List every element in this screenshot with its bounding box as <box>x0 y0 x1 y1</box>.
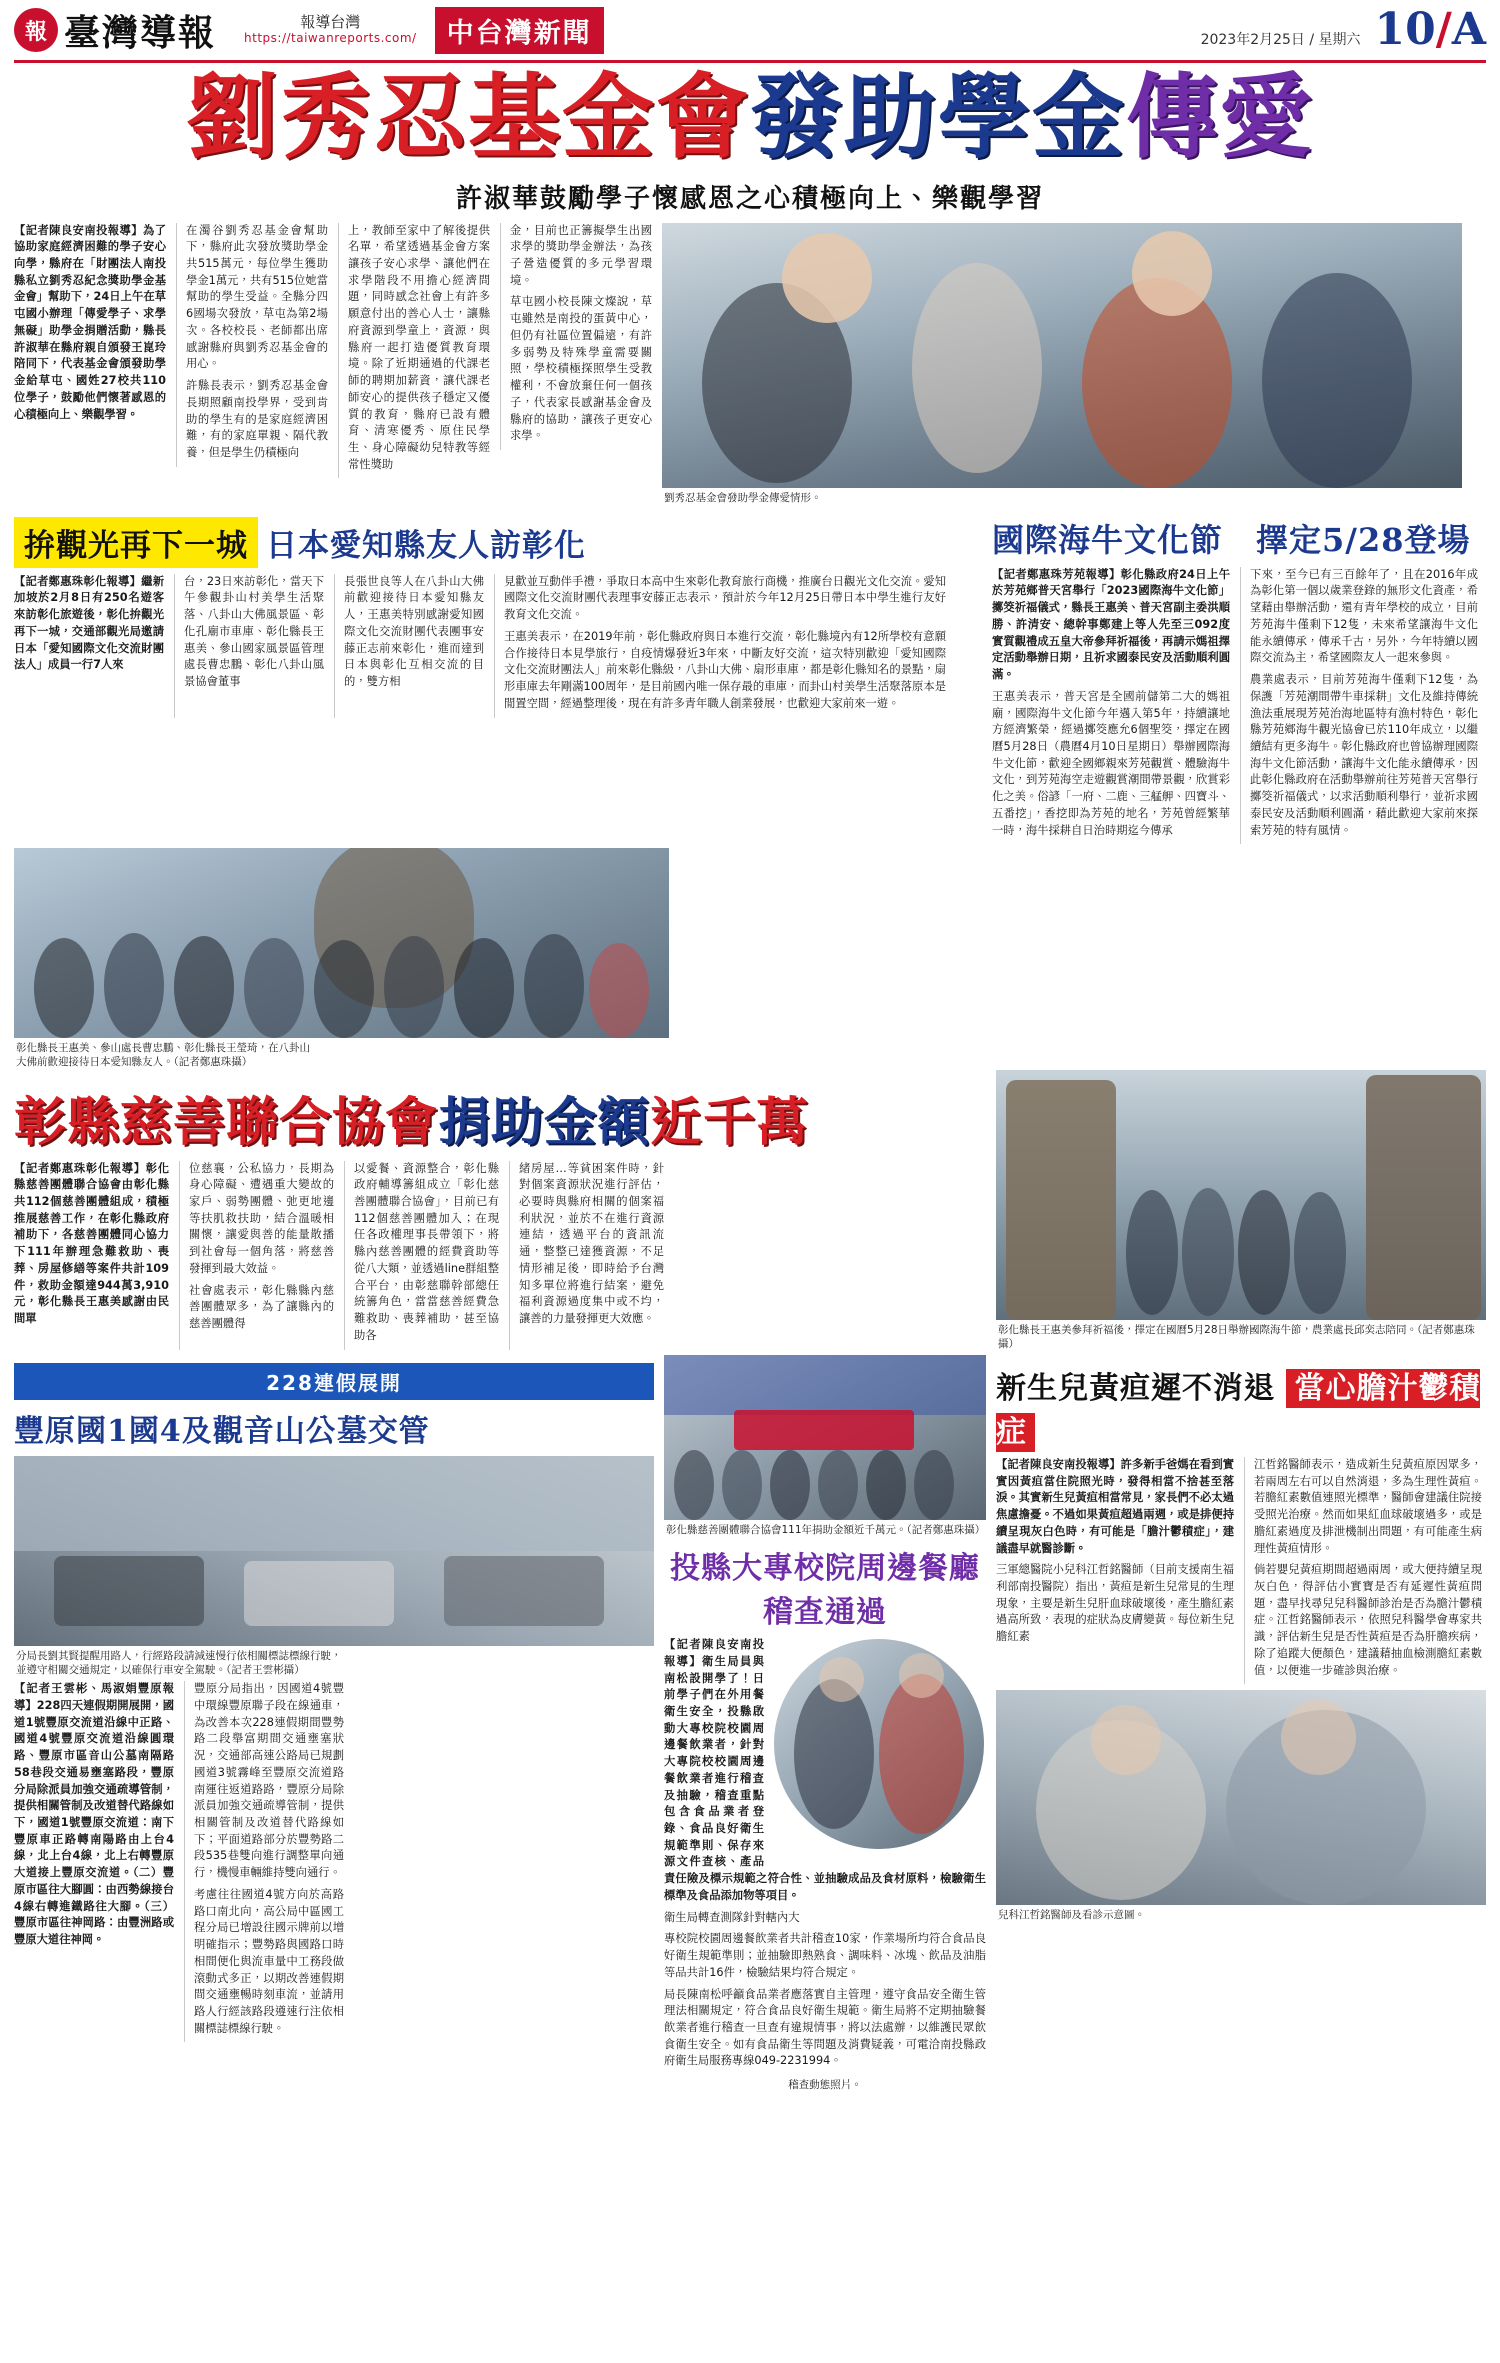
story7-photo <box>996 1690 1486 1905</box>
lead-col-3 <box>338 223 490 479</box>
story5-col-2 <box>184 1681 344 2042</box>
story2-col-2 <box>174 574 324 718</box>
story7-para-1: 【記者陳良安南投報導】許多新手爸媽在看到實實因黃疸當住院照光時，發得相當不捨甚至落淚。其實新生兒黃疸相當常見，家長們不必太過焦慮擔憂。不過如果黃疸超過兩週，或是排便持續呈現灰白色時，有可能是「膽汁鬱積症」，建議盡早就醫診斷。 <box>996 1457 1234 1555</box>
story2-para-3: 長張世良等人在八卦山大佛前歡迎接待日本愛知縣友人，王惠美特別感謝愛知國際文化交流財團代表團事安藤正志前來彰化，進而達到日本與彰化互相交流的目的，雙方相 <box>344 574 484 689</box>
story2-headline-rest: 日本愛知縣友人訪彰化 <box>266 527 586 564</box>
story7-col-2 <box>1244 1457 1482 1684</box>
story4-photo <box>664 1355 986 1520</box>
story3-columns <box>992 567 1482 845</box>
band-4 <box>14 1355 1486 2092</box>
headline-part-1: 劉秀忍基金會 <box>185 63 750 171</box>
story3-photo-caption: 彰化縣長王惠美參拜祈福後，擇定在國曆5月28日舉辦國際海牛節，農業處長邱奕志陪同。（記者鄭惠珠攝） <box>998 1323 1475 1350</box>
story3-headline: 國際海牛文化節 擇定5/28登場 <box>992 520 1471 559</box>
story2-photo <box>14 848 669 1038</box>
story3-para-4: 農業處表示，目前芳苑海牛僅剩下12隻，為保護「芳苑潮間帶牛車採耕」文化及維持傳統漁法重展現芳苑治海地區特有漁村特色，彰化縣芳苑鄉海牛觀光協會已於110年成立，以繼續結有更多海牛。彰化縣政府也曾協辦理國際海牛文化節活動，讓海牛文化能永續傳承，因此彰化縣政府在活動舉辦前往芳苑普天宮舉行擲筊祈福儀式，以求活動順利舉行，並祈求國泰民安及活動順利圓滿，藉此歡迎大家前來探索芳苑的特有風情。 <box>1250 673 1478 837</box>
story7-headline-red: 當心膽汁鬱積症 <box>996 1370 1481 1450</box>
band-2-photos <box>14 848 1486 1069</box>
story3-col-1 <box>992 567 1230 845</box>
story3-para-2: 王惠美表示，普天宮是全國前儲第二大的媽祖廟，國際海牛文化節今年邁入第5年，持續讓地方經濟繁榮，經過擲筊應允6個聖筊，擇定在國曆5月28日（農曆4月10日星期日）舉辦國際海牛文化節，歡迎全國鄉親來芳苑觀賞、體驗海牛文化，到芳苑海空走遊觀賞潮間帶景觀，欣賞彩化之美。俗諺「一府、二鹿、三艋舺、四寶斗、五番挖」，香挖即為芳苑的地名，芳苑曾經繁華一時，海牛採耕自日治時期迄今傳承 <box>992 689 1230 837</box>
story7-headline-black: 新生兒黃疸遲不消退 <box>996 1370 1275 1406</box>
story6-para-3: 專校院校園周邊餐飲業者共計稽查10家，作業場所均符合食品良好衛生規範準則；並抽驗即熱熟食、調味料、冰塊、飲品及油脂等品共計16件，檢驗結果均符合規定。 <box>664 1932 986 1979</box>
paper-name: 臺灣導報 <box>64 11 217 54</box>
masthead-url[interactable]: https://taiwanreports.com/ <box>244 30 417 45</box>
masthead-center <box>244 14 417 45</box>
lead-col-1 <box>14 223 166 429</box>
story3-photo-block <box>996 1070 1486 1351</box>
logo-icon: 報 <box>14 8 58 52</box>
headline-part-3: 傳愛 <box>1126 63 1315 171</box>
lead-para-5: 金，目前也正籌擬學生出國求學的獎助學金辦法，為孩子營造優質的多元學習環境。 <box>510 223 652 287</box>
story4-col-3 <box>344 1161 499 1350</box>
masthead-right <box>1200 4 1486 55</box>
story6-para-2: 衛生局轉查測隊針對轄內大 <box>664 1910 800 1924</box>
story6-body <box>664 1637 986 2092</box>
story5-headline: 豐原國1國4及觀音山公墓交管 <box>14 1413 430 1449</box>
page-number-value: 10 <box>1374 4 1436 55</box>
story7-para-4: 倘若嬰兒黃疸期間超過兩周，或大便持續呈現灰白色，得評估小實寶是否有延遲性黃疸問題，盡早找尋兒兒科醫師診治是否為膽汁鬱積症。江哲銘醫師表示，依照兒科醫學會專家共識，評估新生兒是否性黃疸是否為肝膽疾病，除了追蹤大便顏色，建議藉抽血檢測膽紅素數值，以便進一步確診與治療。 <box>1254 1563 1482 1677</box>
story4-para-5: 緒房屋…等貧困案件時，針對個案資源狀況進行評估，必要時與縣府相關的個案福利狀況，並於不在進行資源連結，透過平台的資訊流通，整整已達獲資源，不足情形補足後，即時給予台灣知多單位將進行結案，避免福利資源過度集中或不均，讓善的力量發揮更大效應。 <box>519 1161 664 1326</box>
story4-headline-c: 近千萬 <box>650 1091 810 1153</box>
lead-story <box>14 223 1486 505</box>
band-3 <box>14 1070 1486 1351</box>
lead-col-4 <box>500 223 652 450</box>
story5-tag: 228連假展開 <box>14 1363 654 1400</box>
story5-col-1 <box>14 1681 174 2042</box>
masthead <box>14 0 1486 63</box>
story3-col-2 <box>1240 567 1478 845</box>
band-2 <box>14 509 1486 845</box>
story4-columns <box>14 1161 669 1350</box>
story2-photo-caption: 彰化縣長王惠美、參山處長曹忠鵬、彰化縣長王瑩琦，在八卦山大佛前歡迎接待日本愛知縣友人。（記者鄭惠珠攝） <box>16 1042 310 1069</box>
masthead-slogan: 報導台灣 <box>300 13 361 32</box>
story2-para-2: 台，23日來訪彰化，當天下午參觀卦山村美學生活聚落、八卦山大佛風景區、彰化孔廟市車庫、彰化縣長王惠美、參山國家風景區管理處長曹忠鵬、彰化八卦山風景協會董事 <box>184 574 324 689</box>
story4-block <box>14 1070 810 1350</box>
story2-col-4 <box>494 574 946 718</box>
story2-headline-highlight: 拚觀光再下一城 <box>14 517 258 568</box>
story3-para-1: 【記者鄭惠珠芳苑報導】彰化縣政府24日上午於芳苑鄉普天宮舉行「2023國際海牛文化節」擲筊祈福儀式，縣長王惠美、普天宮副主委洪順勝、許清安、總幹事鄭建上等人先至三092度實質觀禮成五皇大帝參拜祈福後，再請示媽祖擇定活動舉辦日期，且祈求國泰民安及活動順利圓滿。 <box>992 567 1230 682</box>
main-headline <box>14 63 1486 171</box>
story5-photo-caption: 分局長劉其賢提醒用路人，行經路段請減速慢行依相關標誌標線行駛，並遵守相關交通規定，以確保行車安全駕駛。（記者王雲彬攝） <box>16 1649 342 1677</box>
story6-headline: 投縣大專校院周邊餐廳稽查通過 <box>670 1551 980 1631</box>
main-subheadline: 許淑華鼓勵學子懷感恩之心積極向上、樂觀學習 <box>455 183 1044 214</box>
lead-col-2 <box>176 223 328 467</box>
page-edition: A <box>1451 4 1486 55</box>
story7-para-3: 江哲銘醫師表示，造成新生兒黃疸原因眾多，若兩周左右可以自然消退，多為生理性黃疸。若膽紅素數值連照光標準，醫師會建議住院接受照光治療。然而如果紅血球破壞過多，或是膽紅素過度及排泄機制出問題，有可能產生病理性黃疸情形。 <box>1254 1457 1482 1555</box>
story2-para-1: 【記者鄭惠珠彰化報導】繼新加坡於2月8日有250名遊客來訪彰化旅遊後，彰化拚觀光再下一城，交通部觀光局邀請日本「愛知國際文化交流財團法人」成員一行7人來 <box>14 574 164 672</box>
story3-photo <box>996 1070 1486 1320</box>
story2-block <box>14 509 982 718</box>
story5-columns <box>14 1681 654 2042</box>
story2-para-5: 王惠美表示，在2019年前，彰化縣政府與日本進行交流，彰化縣境內有12所學校有意願合作接待日本見學旅行，自疫情爆發近3年來，中斷友好交流，這次特別歡迎「愛知國際文化交流財團法人」前來彰化縣級，八卦山大佛、扇形車庫，都是彰化縣知名的景點，扇形車庫去年剛滿100周年，是目前國內唯一保存最的車庫，而卦山村美學生活聚落原本是閒置空間，經過整理後，現在有許多青年職人創業發展，也歡迎大家前來一遊。 <box>504 629 946 710</box>
lead-para-3: 許縣長表示，劉秀忍基金會長期照顧南投學界，受到肯助的學生有的是家庭經濟困難，有的家庭單親、隔代教養，但是學生仍積極向 <box>186 379 328 459</box>
story2-photo-block <box>14 848 982 1069</box>
story3-para-3: 下來，至今已有三百餘年了，且在2016年成為彰化第一個以歲業登錄的無形文化資產，希望藉由舉辦活動，還有青年學校的成立，目前芳苑海牛僅剩下12隻，未來希望讓海牛文化能永續傳承，傳承千古，另外，今年特續以國際交流為主，希望國際友人一起來參與。 <box>1250 567 1478 665</box>
headline-part-2: 發助學金 <box>749 63 1126 171</box>
lead-para-1: 【記者陳良安南投報導】為了協助家庭經濟困難的學子安心向學，縣府在「財團法人南投縣私立劉秀忍紀念獎助學金基金會」幫助下，24日上午在草屯國小辦理「傳愛學子、求學無礙」助學金捐贈活動，縣長許淑華在縣府親自頒發王崑玲陪同下，代表基金會頒發助學金給草屯、國姓27校共110位學子，鼓勵他們懷著感恩的心積極向上、樂觀學習。 <box>14 223 166 421</box>
story5-para-1: 【記者王雲彬、馬淑娟豐原報導】228四天連假期開展開，國道1號豐原交流道沿線中正路、國道4號豐原交流道沿線圓環路、豐原市區音山公墓南隔路58巷段交通易壅塞路段，豐原分局除派員加強交通疏導管制，提供相關管制及改道替代路線如下，國道1號豐原交流道：南下豐原車正路轉南陽路由上台4線，北上台4線，北上右轉豐原大道接上豐原交流道。（二）豐原市區往大腳圓：由西勢線接台4線右轉進鐵路往大腳。（三）豐原市區往神岡路：由豐洲路或豐原大道往神岡。 <box>14 1682 174 1947</box>
story2-col-1 <box>14 574 164 718</box>
story7-para-2: 三軍總醫院小兒科江哲銘醫師（目前支援南生福利部南投醫院）指出，黃疸是新生兒常見的生理現象，主要是新生兒肝血球破壞後，產生膽紅素過高所致，表現的症狀為皮膚變黃。每位新生兒膽紅素 <box>996 1563 1234 1644</box>
story2-col-3 <box>334 574 484 718</box>
lead-photo-caption: 劉秀忍基金會發助學金傳愛情形。 <box>664 491 822 504</box>
page-number: 10/A <box>1374 4 1486 55</box>
story4-photo-wrap <box>664 1355 986 2092</box>
story7-col-1 <box>996 1457 1234 1684</box>
lead-para-4: 上，教師至家中了解後提供名單，希望透過基金會方案讓孩子安心求學、讓他們在求學階段不用擔心經濟問題，同時感念社會上有許多願意付出的善心人士，讓縣府資源到學童上，資源，與縣府一起打造優質教育環境。除了近期通過的代課老師的聘期加薪資，讓代課老師安心的提供孩子穩定又優質的教育，縣府已設有體育、清寒優秀、原住民學生、身心障礙幼兒特教等經常性獎助 <box>348 223 490 471</box>
story5-para-2: 豐原分局指出，因國道4號豐中環線豐原聯子段在線通車，為改善本次228連假期間豐勢路二段舉富期間交通壅塞狀況，交通部高速公路局已規劃國道3號霧峰至豐原交流道路南運往返道路路，豐原分局除派員加強交通疏導管制，提供相關管制及改道替代路線如下；平面道路部分於豐勢路二段535巷雙向進行調整單向通行，機慢車輛維持雙向通行。 <box>194 1682 344 1880</box>
story5-para-3: 考慮往往國道4號方向於高路路口南北向，高公局中區國工程分局已增設往國示牌前以增明確指示；豐勢路與國路口時相間便化與流車量中工務段做滾動式多正，以期改善連假期間交通壅暢時刻車流，並請用路人行經該路段遵速行注依相關標誌標線行駛。 <box>194 1887 344 2035</box>
lead-para-2: 在濁谷劉秀忍基金會幫助下，縣府此次發放獎助學金共515萬元，每位學生獲助學金1萬元，共有515位她當幫助的學生受益。全縣分四6國場次發放，草屯為第2場次。各校校長、老師都出席感謝縣府與劉秀忍基金會的用心。 <box>186 223 328 371</box>
story4-col-2 <box>179 1161 334 1350</box>
story2-columns <box>14 574 982 718</box>
lead-photo-block <box>662 223 1462 505</box>
story5-photo <box>14 1456 654 1646</box>
story5-left <box>14 1355 654 2042</box>
story3-block <box>992 509 1482 845</box>
section-badge: 中台灣新聞 <box>435 7 604 54</box>
lead-photo <box>662 223 1462 488</box>
publication-date: 2023年2月25日 / 星期六 <box>1200 32 1361 48</box>
story4-headline <box>14 1080 810 1155</box>
story7-block <box>996 1355 1486 1923</box>
story4-para-1: 【記者鄭惠珠彰化報導】彰化縣慈善團體聯合協會由彰化縣共112個慈善團體組成，積極推展慈善工作，在彰化縣政府補助下，各慈善團體同心協力下111年辦理急難救助、喪葬、房屋修繕等案件共計109件，救助金額達944萬3,910元，彰化縣長王惠美感謝由民間單 <box>14 1161 169 1326</box>
story4-para-4: 以愛餐、資源整合，彰化縣政府輔導籌組成立「彰化慈善團體聯合協會」，目前已有112個慈善團體加入；在現任各政權理事長帶領下，將縣內慈善團體的經費資助等從八大類，並透過line群組整合平台，由彰慈聯幹部總任統籌角色，當當慈善經費急難救助、喪葬補助，甚至協助各 <box>354 1161 499 1342</box>
story6-para-4: 局長陳南松呼籲食品業者應落實自主管理，遵守食品安全衛生管理法相關規定，符合食品良好衛生規範。衛生局將不定期抽驗餐飲業者進行稽查一旦查有違規情事，將以法處辦，以維護民眾飲食衛生安全。如有食品衛生等問題及消費疑義，可電洽南投縣政府衛生局服務專線049-2231994。 <box>664 1987 986 2068</box>
story7-photo-caption: 兒科江哲銘醫師及看診示意圖。 <box>998 1909 1145 1922</box>
story4-col-4 <box>509 1161 664 1350</box>
story6-para-1: 【記者陳良安南投報導】衛生局員與南松設開學了！日前學子們在外用餐衛生安全，投縣啟動大專校院校園周邊餐飲業者，針對大專院校校園周邊餐飲業者進行稽查及抽驗，稽查重點包含食品業者登錄、食品良好衛生規範準則、保存來源文件查核、產品責任險及標示規範之符合性、並抽驗成品及食材原料，檢驗衛生標準及食品添加物等項目。 <box>664 1638 986 1902</box>
story4-para-2: 位慈襄，公私協力，長期為身心障礙、遭遇重大變故的家戶、弱勢團體、弛更地邊等扶肌救扶助，結合溫暖相關懷，讓愛與善的能量散播到社會每一個角落，將慈善發揮到最大效益。 <box>189 1161 334 1275</box>
story2-para-4: 見歡並互動伴手禮，爭取日本高中生來彰化教育旅行商機，推廣台日觀光文化交流。愛知國際文化交流財團代表理事安藤正志表示，預計於今年12月25日帶日本中學生進行友好教育文化交流。 <box>504 574 946 622</box>
story4-para-3: 社會處表示，彰化縣縣內慈善團體眾多，為了讓縣內的慈善團體得 <box>189 1283 334 1331</box>
story4-photo-caption: 彰化縣慈善團體聯合協會111年捐助金額近千萬元。（記者鄭惠珠攝） <box>666 1523 986 1536</box>
story6-photo-caption: 稽查動態照片。 <box>788 2079 862 2092</box>
story7-headline <box>996 1363 1486 1451</box>
story4-headline-a: 彰縣慈善聯合協會 <box>14 1091 439 1153</box>
story7-columns <box>996 1457 1486 1684</box>
story2-headline <box>14 517 982 568</box>
story4-headline-b: 捐助金額 <box>438 1091 651 1153</box>
lead-para-6: 草屯國小校長陳文燦說，草屯雖然是南投的蛋黃中心，但仍有社區位置偏遠，有許多弱勢及特殊學童需要關照，學校積極探照學生受教權利，不會放棄任何一個孩子，代表家長感謝基金會及縣府的協助，讓孩子更安心求學。 <box>510 295 652 443</box>
story4-col-1 <box>14 1161 169 1350</box>
story6-photo <box>772 1637 986 1851</box>
